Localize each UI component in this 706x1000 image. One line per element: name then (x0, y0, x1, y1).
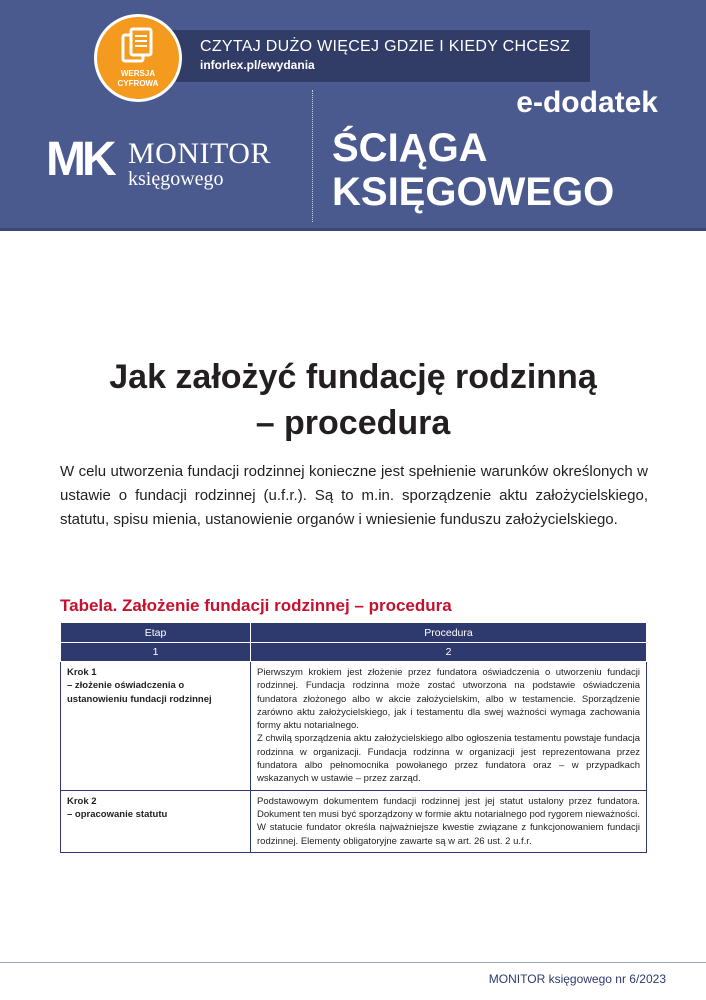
table-caption: Tabela. Założenie fundacji rodzinnej – procedura (60, 596, 452, 615)
procedure-cell (251, 790, 647, 852)
section-title-line2: KSIĘGOWEGO (332, 170, 615, 214)
step-cell (61, 790, 251, 852)
procedure-paragraph: Pierwszym krokiem jest złożenie przez fundatora oświadczenia o utworzeniu fundacji rodzinnej. Fundacja rodzinna może zostać utworzona na podstawie oświadczenia fundatora złożonego albo w akcie założycielskim, albo w testamencie. Sporządzenie zarówno aktu założycielskiego, jak i testamentu dla swej ważności wymaga zachowania formy aktu notarialnego. (257, 667, 640, 732)
procedure-paragraph: Podstawowym dokumentem fundacji rodzinnej jest jej statut ustalony przez fundatora. Dokument ten musi być sporządzony w formie aktu notarialnego pod rygorem nieważności. (257, 795, 640, 820)
section-title (332, 126, 614, 214)
column-index-1: 1 (61, 643, 251, 662)
step-cell (61, 662, 251, 791)
procedure-paragraph: W statucie fundator określa najważniejsze kwestie związane z funkcjonowaniem fundacji rodzinnej. Elementy obligatoryjne zawarte są w art. 26 ust. 2 u.f.r. (257, 822, 640, 847)
badge-label (97, 69, 179, 89)
article-title (40, 354, 666, 446)
step-name: Krok 2 (67, 795, 97, 807)
procedure-table (60, 622, 647, 853)
header-bottom-rule (0, 228, 706, 231)
header-divider (312, 90, 313, 222)
column-index-2: 2 (251, 643, 647, 662)
table-row (61, 662, 647, 791)
table-header-row (61, 623, 647, 643)
logo-mk-mark: MK (46, 133, 113, 186)
article-title-line2: – procedura (255, 404, 451, 442)
footer-rule (0, 962, 706, 963)
logo-ksiegowego-word: księgowego (128, 168, 224, 190)
footer-issue-label: MONITOR księgowego nr 6/2023 (488, 972, 666, 986)
column-header-procedura: Procedura (251, 623, 647, 643)
edodatek-label: e-dodatek (516, 86, 658, 119)
badge-line2: CYFROWA (117, 79, 159, 88)
table-index-row (61, 643, 647, 662)
column-header-etap: Etap (61, 623, 251, 643)
procedure-paragraph: Z chwilą sporządzenia aktu założycielskiego albo ogłoszenia testamentu powstaje fundacja rodzinna w organizacji. Fundacja rodzinna w organizacji jest reprezentowana przez fundatora albo pełnomocnika powołanego przez fundatora oraz – w przypadkach wskazanych w ustawie – przez zarząd. (257, 733, 640, 785)
badge-line1: WERSJA (120, 69, 156, 78)
section-title-line1: ŚCIĄGA (332, 126, 488, 170)
table-row (61, 790, 647, 852)
document-copy-icon (121, 27, 155, 65)
step-description: – złożenie oświadczenia o ustanowieniu fundacji rodzinnej (67, 680, 212, 705)
step-name: Krok 1 (67, 667, 97, 678)
digital-version-badge[interactable] (94, 14, 182, 102)
promo-url-link[interactable]: inforlex.pl/ewydania (200, 58, 315, 72)
intro-paragraph: W celu utworzenia fundacji rodzinnej konieczne jest spełnienie warunków określonych w ustawie o fundacji rodzinnej (u.f.r.). Są to m.in. sporządzenie aktu założycielskiego, statutu, spisu mienia, ustanowienie organów i wniesienie funduszu założycielskiego. (60, 463, 648, 528)
logo-monitor-word: MONITOR (128, 137, 271, 170)
article-title-line1: Jak założyć fundację rodzinną (109, 358, 597, 396)
promo-title: CZYTAJ DUŻO WIĘCEJ GDZIE I KIEDY CHCESZ (200, 38, 571, 55)
step-description: – opracowanie statutu (67, 808, 168, 820)
procedure-cell (251, 662, 647, 791)
